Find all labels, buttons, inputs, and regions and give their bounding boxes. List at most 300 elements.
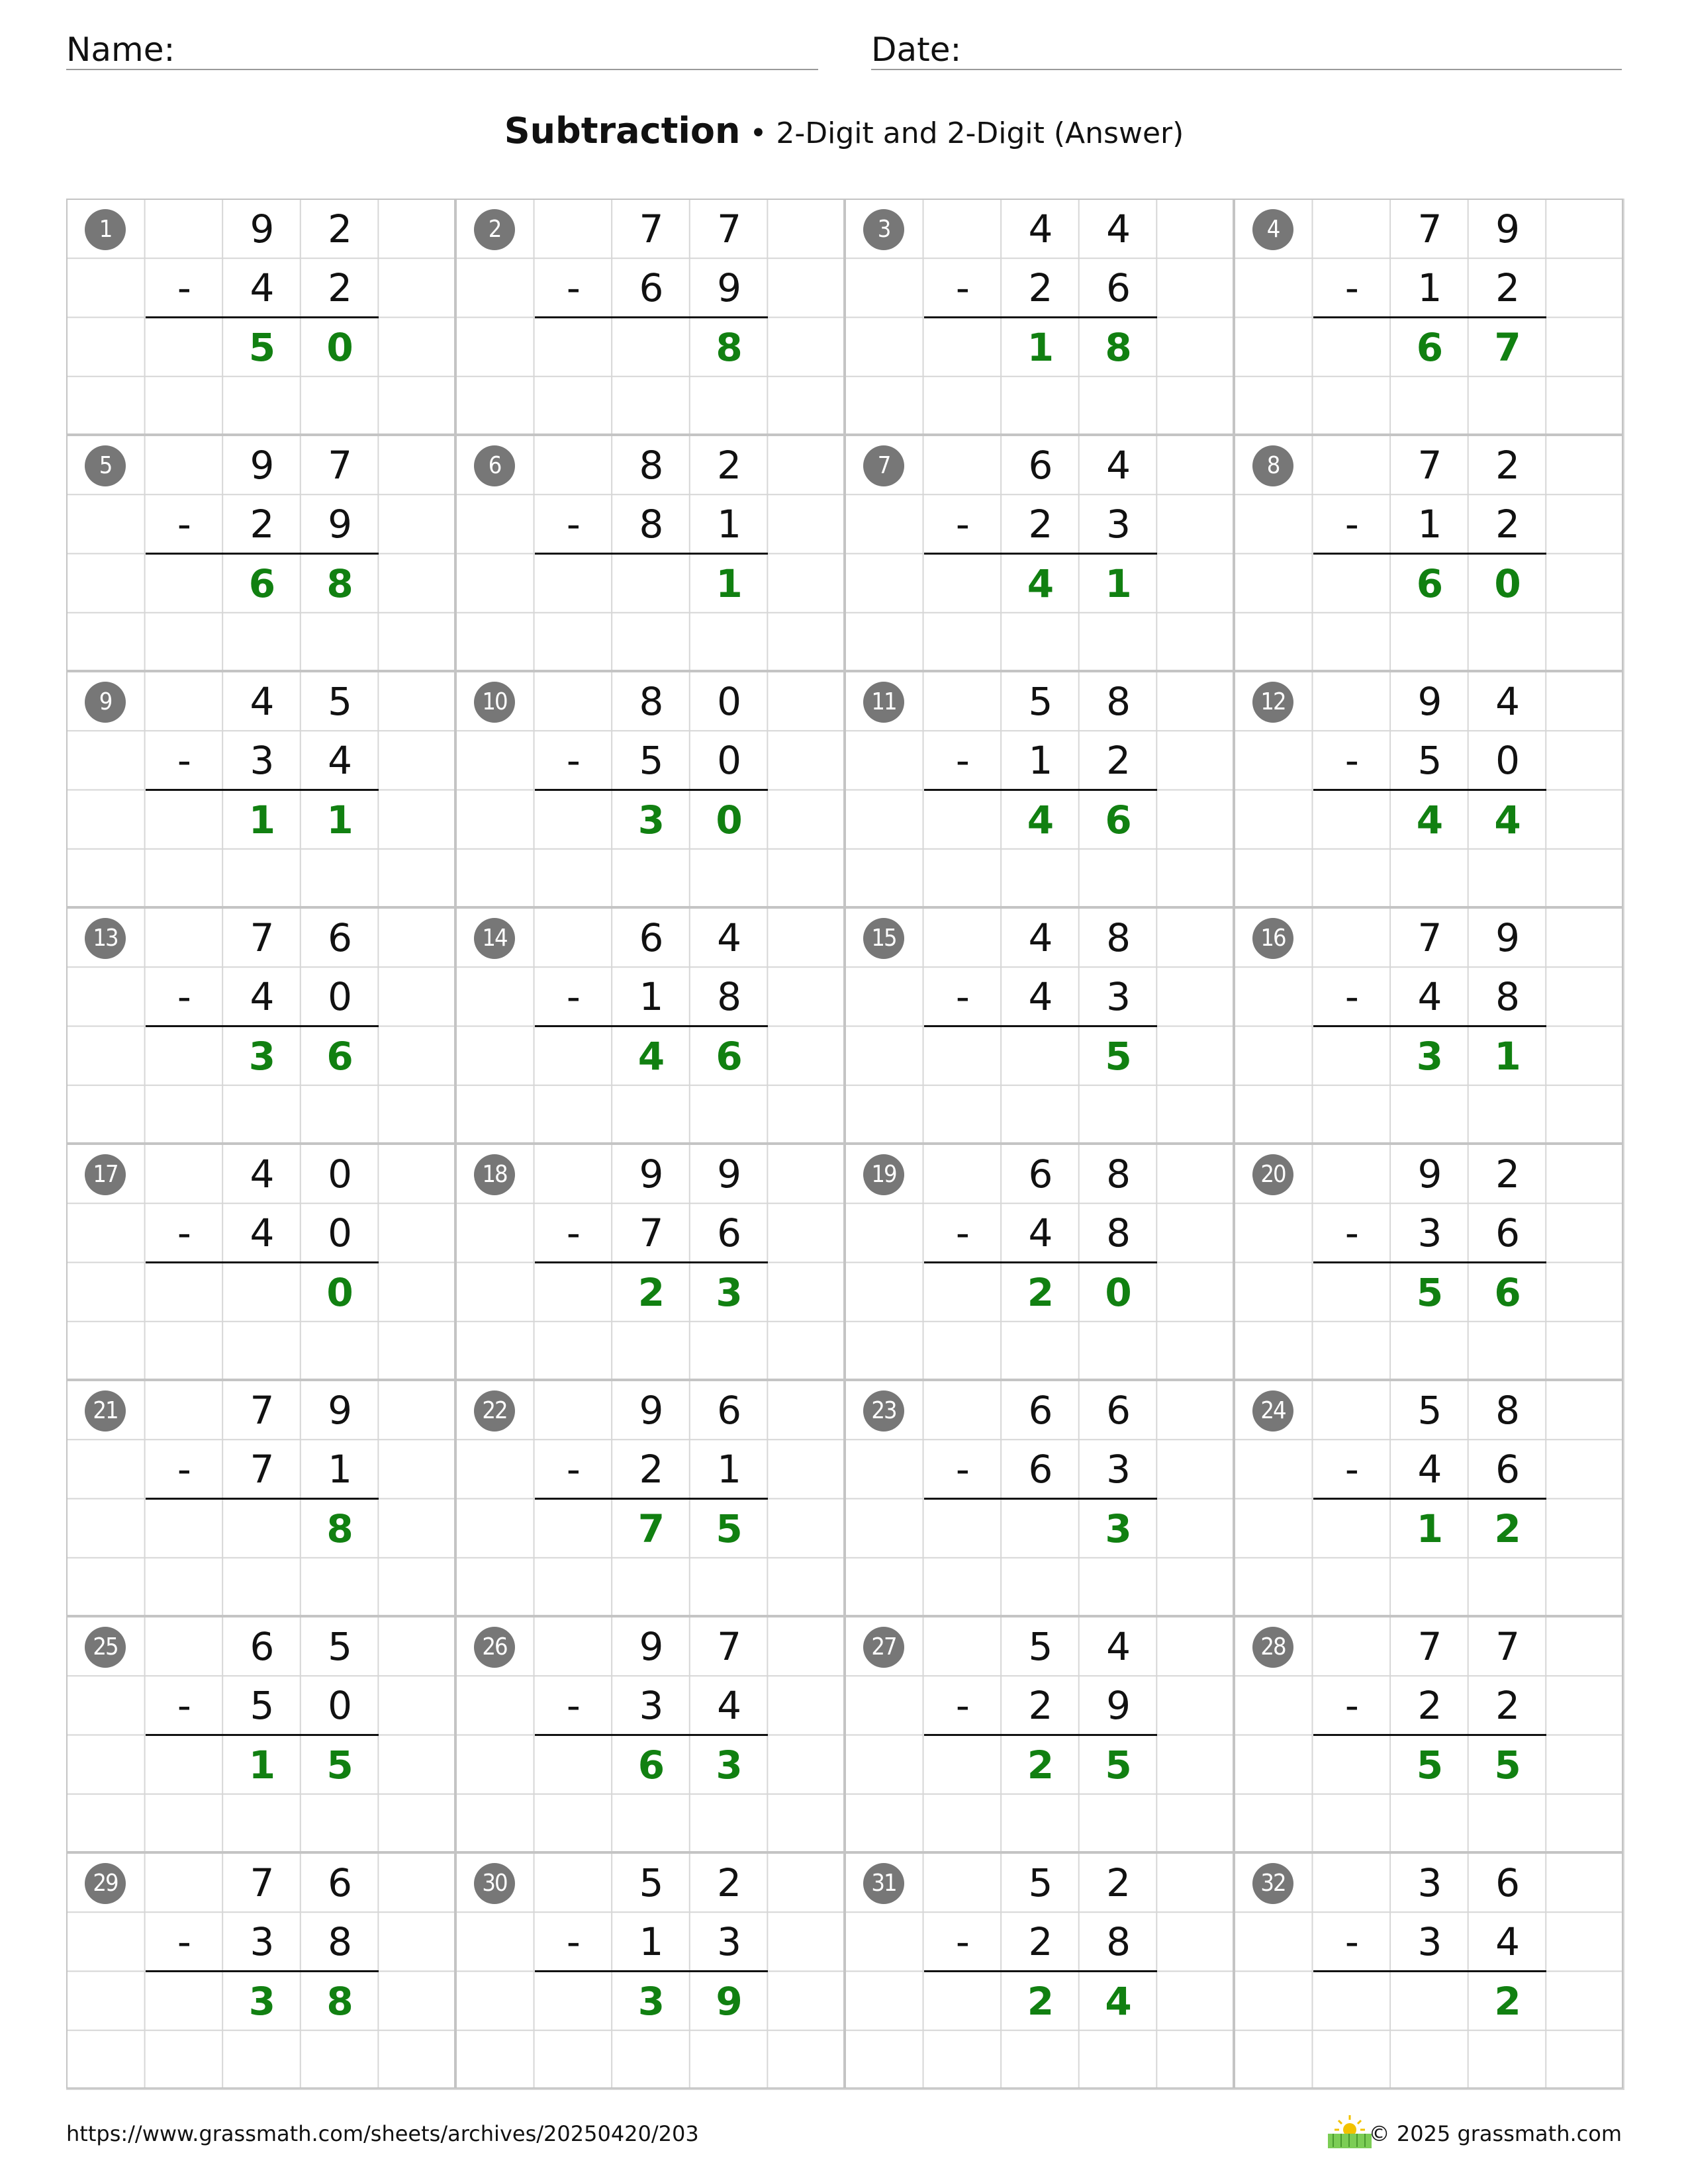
subtrahend-tens-digit: 4 [1028,1210,1053,1256]
problem-number-badge: 14 [474,918,515,959]
answer-tens-digit: 2 [1027,1742,1055,1788]
minuend-tens-digit: 4 [1028,915,1053,960]
minus-sign: - [566,1683,581,1729]
answer-tens-digit: 1 [1027,324,1055,370]
answer-ones-digit: 6 [716,1033,743,1079]
minus-sign: - [955,1447,970,1492]
minuend-tens-digit: 9 [639,1624,664,1669]
answer-tens-digit: 3 [637,797,665,842]
subtrahend-tens-digit: 5 [1417,738,1442,784]
date-label: Date: [871,30,962,69]
answer-tens-digit: 1 [248,797,276,842]
answer-ones-digit: 5 [1105,1033,1132,1079]
subtrahend-tens-digit: 1 [1417,265,1442,311]
answer-ones-digit: 0 [1494,561,1521,606]
minus-sign: - [177,502,191,547]
problem-number-badge: 15 [863,918,904,959]
answer-ones-digit: 7 [1494,324,1521,370]
subtrahend-tens-digit: 6 [1028,1447,1053,1492]
problem-21 [66,1380,455,1616]
answer-tens-digit: 1 [1416,1506,1444,1551]
subtrahend-ones-digit: 2 [1495,1683,1521,1729]
subtrahend-tens-digit: 2 [1028,1919,1053,1965]
minus-sign: - [177,974,191,1020]
subtrahend-tens-digit: 1 [639,974,664,1020]
minuend-ones-digit: 0 [328,1152,353,1197]
problem-7 [845,435,1234,671]
minuend-tens-digit: 8 [639,443,664,488]
problem-number-badge: 22 [474,1390,515,1432]
answer-ones-digit: 2 [1494,1978,1521,2024]
problem-6 [455,435,845,671]
minuend-ones-digit: 2 [717,443,742,488]
answer-ones-digit: 1 [1105,561,1132,606]
problem-number-badge: 27 [863,1627,904,1668]
minuend-ones-digit: 2 [717,1860,742,1905]
minuend-tens-digit: 7 [1417,915,1442,960]
minuend-ones-digit: 7 [717,1624,742,1669]
minus-sign: - [566,974,581,1020]
answer-tens-digit: 1 [248,1742,276,1788]
problem-number-badge: 2 [474,209,515,250]
answer-ones-digit: 8 [326,1978,353,2024]
minus-sign: - [566,1447,581,1492]
answer-ones-digit: 5 [1494,1742,1521,1788]
subtrahend-ones-digit: 3 [1106,974,1131,1020]
problem-number-badge: 16 [1252,918,1293,959]
subtrahend-ones-digit: 4 [328,738,353,784]
answer-tens-digit: 4 [1027,561,1055,606]
problem-29 [66,1852,455,2089]
problem-number-badge: 19 [863,1154,904,1195]
subtrahend-tens-digit: 1 [1417,502,1442,547]
answer-ones-digit: 3 [1105,1506,1132,1551]
problem-number-badge: 6 [474,445,515,486]
minuend-tens-digit: 7 [250,1860,275,1905]
name-line [66,69,818,70]
answer-ones-digit: 1 [716,561,743,606]
problem-23 [845,1380,1234,1616]
problem-5 [66,435,455,671]
minuend-tens-digit: 4 [1028,206,1053,251]
minus-sign: - [1344,1447,1359,1492]
footer-url: https://www.grassmath.com/sheets/archives/20250420/203 [66,2121,699,2146]
minuend-tens-digit: 9 [250,206,275,251]
problem-number-badge: 7 [863,445,904,486]
subtrahend-tens-digit: 7 [250,1447,275,1492]
problem-number-badge: 11 [863,682,904,723]
minuend-ones-digit: 9 [1495,206,1521,251]
minuend-tens-digit: 6 [1028,1152,1053,1197]
subtrahend-ones-digit: 3 [717,1919,742,1965]
subtrahend-ones-digit: 0 [717,738,742,784]
minuend-ones-digit: 4 [717,915,742,960]
minuend-ones-digit: 4 [1495,679,1521,724]
minuend-tens-digit: 8 [639,679,664,724]
subtrahend-tens-digit: 4 [1028,974,1053,1020]
subtrahend-ones-digit: 8 [328,1919,353,1965]
subtrahend-tens-digit: 1 [639,1919,664,1965]
answer-ones-digit: 2 [1494,1506,1521,1551]
subtrahend-tens-digit: 7 [639,1210,664,1256]
answer-ones-digit: 0 [716,797,743,842]
page-title [0,106,1688,165]
problem-number-badge: 32 [1252,1863,1293,1904]
minuend-ones-digit: 6 [717,1388,742,1433]
answer-tens-digit [1002,1027,1080,1086]
minuend-ones-digit: 7 [1495,1624,1521,1669]
minuend-tens-digit: 9 [1417,1152,1442,1197]
answer-ones-digit: 5 [716,1506,743,1551]
answer-tens-digit [223,1500,301,1559]
minuend-ones-digit: 7 [328,443,353,488]
minuend-tens-digit: 5 [1417,1388,1442,1433]
date-line [871,69,1622,70]
problem-25 [66,1616,455,1852]
subtrahend-ones-digit: 1 [717,1447,742,1492]
problem-number-badge: 23 [863,1390,904,1432]
subtrahend-ones-digit: 2 [1106,738,1131,784]
minuend-tens-digit: 6 [250,1624,275,1669]
answer-tens-digit: 6 [1416,324,1444,370]
minuend-tens-digit: 4 [250,1152,275,1197]
subtrahend-tens-digit: 4 [1417,974,1442,1020]
minuend-tens-digit: 9 [250,443,275,488]
answer-ones-digit: 4 [1105,1978,1132,2024]
problem-number-badge: 20 [1252,1154,1293,1195]
minuend-tens-digit: 7 [250,915,275,960]
subtrahend-ones-digit: 8 [1495,974,1521,1020]
minuend-tens-digit: 7 [250,1388,275,1433]
problem-number-badge: 30 [474,1863,515,1904]
answer-tens-digit: 5 [1416,1269,1444,1315]
minus-sign: - [566,1210,581,1256]
problem-number-badge: 12 [1252,682,1293,723]
subtrahend-tens-digit: 4 [250,974,275,1020]
minuend-tens-digit: 6 [639,915,664,960]
answer-tens-digit: 4 [1416,797,1444,842]
subtrahend-tens-digit: 2 [1417,1683,1442,1729]
answer-ones-digit: 6 [1105,797,1132,842]
answer-tens-digit [1391,1972,1469,2031]
answer-tens-digit: 2 [1027,1978,1055,2024]
minuend-tens-digit: 5 [1028,1860,1053,1905]
answer-ones-digit: 8 [326,1506,353,1551]
minuend-ones-digit: 6 [1106,1388,1131,1433]
minuend-tens-digit: 7 [1417,206,1442,251]
minus-sign: - [566,738,581,784]
problem-11 [845,671,1234,907]
subtrahend-ones-digit: 6 [717,1210,742,1256]
date-field[interactable] [871,25,1622,70]
subtrahend-ones-digit: 4 [717,1683,742,1729]
problem-4 [1234,199,1623,435]
problem-15 [845,907,1234,1144]
problem-number-badge: 3 [863,209,904,250]
subtrahend-ones-digit: 0 [1495,738,1521,784]
minuend-ones-digit: 2 [1495,443,1521,488]
minus-sign: - [955,265,970,311]
answer-tens-digit [1002,1500,1080,1559]
subtrahend-ones-digit: 1 [717,502,742,547]
problem-number-badge: 10 [474,682,515,723]
minuend-tens-digit: 7 [1417,1624,1442,1669]
minus-sign: - [1344,502,1359,547]
title-main: Subtraction [504,110,741,152]
subtrahend-tens-digit: 3 [250,1919,275,1965]
subtrahend-ones-digit: 3 [1106,502,1131,547]
subtrahend-tens-digit: 8 [639,502,664,547]
subtrahend-ones-digit: 0 [328,1683,353,1729]
minus-sign: - [1344,1210,1359,1256]
minus-sign: - [177,1210,191,1256]
answer-tens-digit: 5 [248,324,276,370]
answer-ones-digit: 1 [1494,1033,1521,1079]
answer-ones-digit: 6 [326,1033,353,1079]
problem-10 [455,671,845,907]
answer-tens-digit: 3 [248,1978,276,2024]
subtrahend-ones-digit: 2 [1495,265,1521,311]
title-subtitle: • 2-Digit and 2-Digit (Answer) [740,116,1184,150]
problem-3 [845,199,1234,435]
minuend-ones-digit: 8 [1106,679,1131,724]
subtrahend-tens-digit: 5 [639,738,664,784]
minuend-tens-digit: 6 [1028,443,1053,488]
problem-13 [66,907,455,1144]
problem-20 [1234,1144,1623,1380]
problem-22 [455,1380,845,1616]
minuend-tens-digit: 9 [639,1388,664,1433]
problem-1 [66,199,455,435]
footer-copyright: © 2025 grassmath.com [1368,2121,1622,2146]
subtrahend-tens-digit: 4 [1417,1447,1442,1492]
minuend-ones-digit: 8 [1495,1388,1521,1433]
minus-sign: - [177,1683,191,1729]
subtrahend-ones-digit: 0 [328,1210,353,1256]
subtrahend-ones-digit: 9 [717,265,742,311]
subtrahend-ones-digit: 8 [1106,1919,1131,1965]
problem-26 [455,1616,845,1852]
minuend-ones-digit: 8 [1106,915,1131,960]
problem-number-badge: 25 [85,1627,126,1668]
minuend-tens-digit: 3 [1417,1860,1442,1905]
subtrahend-ones-digit: 9 [1106,1683,1131,1729]
minuend-tens-digit: 6 [1028,1388,1053,1433]
answer-tens-digit: 7 [637,1506,665,1551]
answer-ones-digit: 0 [326,1269,353,1315]
subtrahend-ones-digit: 8 [1106,1210,1131,1256]
answer-tens-digit: 3 [637,1978,665,2024]
minuend-ones-digit: 6 [328,1860,353,1905]
subtrahend-tens-digit: 3 [639,1683,664,1729]
answer-ones-digit: 6 [1494,1269,1521,1315]
minus-sign: - [566,502,581,547]
answer-tens-digit: 6 [637,1742,665,1788]
minuend-ones-digit: 5 [328,679,353,724]
problem-18 [455,1144,845,1380]
minuend-ones-digit: 2 [328,206,353,251]
subtrahend-ones-digit: 2 [1495,502,1521,547]
problem-number-badge: 26 [474,1627,515,1668]
minuend-tens-digit: 4 [250,679,275,724]
subtrahend-tens-digit: 2 [1028,1683,1053,1729]
subtrahend-tens-digit: 5 [250,1683,275,1729]
problem-number-badge: 28 [1252,1627,1293,1668]
minus-sign: - [955,1919,970,1965]
subtrahend-tens-digit: 4 [250,265,275,311]
problem-number-badge: 5 [85,445,126,486]
problem-31 [845,1852,1234,2089]
answer-tens-digit [612,318,690,377]
minus-sign: - [1344,1919,1359,1965]
subtrahend-tens-digit: 2 [1028,265,1053,311]
subtrahend-ones-digit: 3 [1106,1447,1131,1492]
minus-sign: - [955,1683,970,1729]
minuend-ones-digit: 0 [717,679,742,724]
problem-28 [1234,1616,1623,1852]
subtrahend-ones-digit: 2 [328,265,353,311]
problem-14 [455,907,845,1144]
problem-19 [845,1144,1234,1380]
answer-ones-digit: 9 [716,1978,743,2024]
minus-sign: - [177,1919,191,1965]
answer-tens-digit: 3 [248,1033,276,1079]
name-label: Name: [66,30,175,69]
problem-number-badge: 8 [1252,445,1293,486]
minus-sign: - [955,502,970,547]
minuend-tens-digit: 5 [1028,679,1053,724]
problem-2 [455,199,845,435]
subtrahend-ones-digit: 6 [1495,1447,1521,1492]
problem-30 [455,1852,845,2089]
minuend-tens-digit: 5 [1028,1624,1053,1669]
answer-ones-digit: 5 [326,1742,353,1788]
answer-tens-digit [223,1263,301,1322]
answer-tens-digit: 3 [1416,1033,1444,1079]
subtrahend-tens-digit: 2 [250,502,275,547]
minuend-tens-digit: 5 [639,1860,664,1905]
problem-number-badge: 4 [1252,209,1293,250]
minus-sign: - [1344,738,1359,784]
problem-grid [66,199,1624,2090]
minuend-ones-digit: 8 [1106,1152,1131,1197]
problem-number-badge: 13 [85,918,126,959]
minus-sign: - [1344,265,1359,311]
problem-9 [66,671,455,907]
answer-ones-digit: 3 [716,1269,743,1315]
minuend-ones-digit: 9 [1495,915,1521,960]
answer-tens-digit: 2 [637,1269,665,1315]
minus-sign: - [1344,1683,1359,1729]
problem-24 [1234,1380,1623,1616]
subtrahend-ones-digit: 1 [328,1447,353,1492]
answer-ones-digit: 0 [326,324,353,370]
problem-number-badge: 18 [474,1154,515,1195]
problem-12 [1234,671,1623,907]
subtrahend-ones-digit: 6 [1495,1210,1521,1256]
minuend-tens-digit: 9 [1417,679,1442,724]
answer-ones-digit: 4 [1494,797,1521,842]
subtrahend-ones-digit: 8 [717,974,742,1020]
minus-sign: - [177,265,191,311]
subtrahend-tens-digit: 3 [1417,1210,1442,1256]
subtrahend-tens-digit: 2 [1028,502,1053,547]
minus-sign: - [177,1447,191,1492]
problem-number-badge: 17 [85,1154,126,1195]
sun-over-grass-icon [1327,2110,1373,2150]
problem-8 [1234,435,1623,671]
name-field[interactable] [66,25,818,70]
answer-ones-digit: 3 [716,1742,743,1788]
minuend-tens-digit: 9 [639,1152,664,1197]
minuend-ones-digit: 9 [717,1152,742,1197]
minuend-ones-digit: 7 [717,206,742,251]
problem-number-badge: 21 [85,1390,126,1432]
problem-number-badge: 9 [85,682,126,723]
answer-ones-digit: 5 [1105,1742,1132,1788]
answer-tens-digit: 4 [1027,797,1055,842]
problem-number-badge: 1 [85,209,126,250]
subtrahend-ones-digit: 4 [1495,1919,1521,1965]
subtrahend-tens-digit: 3 [1417,1919,1442,1965]
minuend-ones-digit: 9 [328,1388,353,1433]
answer-ones-digit: 1 [326,797,353,842]
minuend-tens-digit: 7 [1417,443,1442,488]
minuend-ones-digit: 4 [1106,206,1131,251]
subtrahend-ones-digit: 6 [1106,265,1131,311]
problem-27 [845,1616,1234,1852]
subtrahend-tens-digit: 1 [1028,738,1053,784]
problem-number-badge: 31 [863,1863,904,1904]
answer-ones-digit: 8 [716,324,743,370]
subtrahend-tens-digit: 6 [639,265,664,311]
problem-17 [66,1144,455,1380]
minus-sign: - [566,1919,581,1965]
minuend-ones-digit: 5 [328,1624,353,1669]
answer-ones-digit: 0 [1105,1269,1132,1315]
problem-number-badge: 29 [85,1863,126,1904]
subtrahend-ones-digit: 9 [328,502,353,547]
answer-tens-digit [612,555,690,614]
minus-sign: - [177,738,191,784]
problem-32 [1234,1852,1623,2089]
subtrahend-tens-digit: 2 [639,1447,664,1492]
minus-sign: - [955,974,970,1020]
minus-sign: - [1344,974,1359,1020]
subtrahend-tens-digit: 3 [250,738,275,784]
problem-16 [1234,907,1623,1144]
answer-tens-digit: 6 [248,561,276,606]
minus-sign: - [955,1210,970,1256]
minuend-ones-digit: 2 [1106,1860,1131,1905]
answer-ones-digit: 8 [326,561,353,606]
answer-tens-digit: 2 [1027,1269,1055,1315]
minuend-ones-digit: 4 [1106,1624,1131,1669]
problem-number-badge: 24 [1252,1390,1293,1432]
answer-tens-digit: 5 [1416,1742,1444,1788]
minus-sign: - [955,738,970,784]
subtrahend-tens-digit: 4 [250,1210,275,1256]
minuend-ones-digit: 4 [1106,443,1131,488]
answer-tens-digit: 4 [637,1033,665,1079]
minus-sign: - [566,265,581,311]
minuend-ones-digit: 6 [328,915,353,960]
minuend-tens-digit: 7 [639,206,664,251]
answer-ones-digit: 8 [1105,324,1132,370]
minuend-ones-digit: 6 [1495,1860,1521,1905]
answer-tens-digit: 6 [1416,561,1444,606]
subtrahend-ones-digit: 0 [328,974,353,1020]
